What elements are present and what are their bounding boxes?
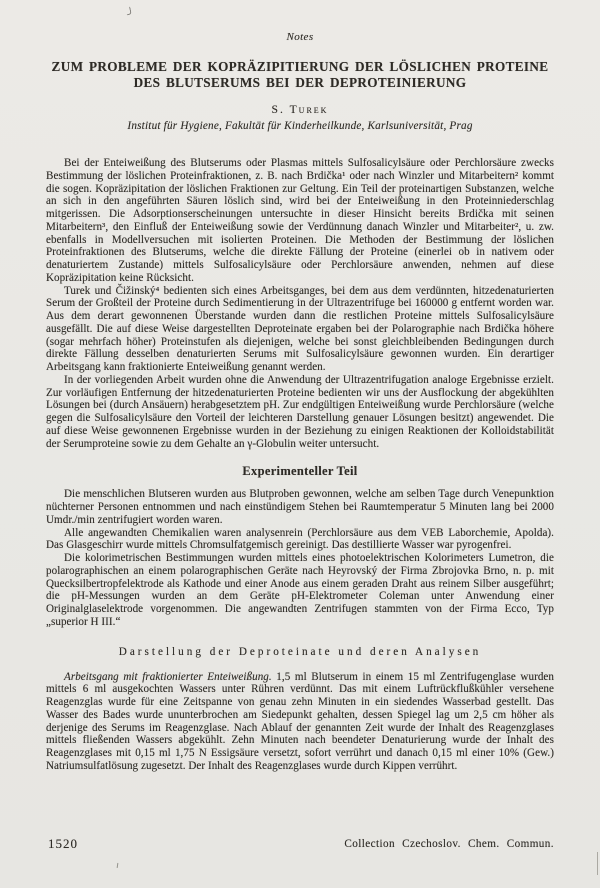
paragraph-intro-3: In der vorliegenden Arbeit wurden ohne die Anwendung der Ultrazentrifugation analoge Ergebnisse erzielt. Zur vorläufigen Entfernung der hitzedenaturierten Proteine bedienten wir uns der Ausflockung der abgekühlten Lösungen bei (durch Ansäuern) herabgesetztem pH. Zur endgültigen Enteiweißung wurde Perchlorsäure (welche gegen die Sulfosalicylsäure den Vorteil der leichteren Darstellung genauer Lösungen besitzt) angewendet. Die auf diese Weise gewonnenen Ergebnisse wurden in der Beziehung zu einigen Reaktionen der Kolloidstabilität der Serumproteine sowie zu dem Gehalte an γ-Globulin weiter untersucht. (46, 373, 554, 450)
page-number: 1520 (48, 836, 78, 851)
article-title-line2: DES BLUTSERUMS BEI DER DEPROTEINIERUNG (133, 74, 467, 90)
paragraph-lead-italic: Arbeitsgang mit fraktionierter Enteiweißung. (64, 670, 272, 683)
ink-speck (125, 7, 132, 16)
scan-edge-scratch (597, 852, 598, 875)
author-name: S. Turek (271, 103, 329, 116)
article-title (46, 59, 554, 90)
running-head: Notes (286, 31, 314, 43)
paragraph-experimental-2: Alle angewandten Chemikalien waren analysenrein (Perchlorsäure aus dem VEB Laborchemie, Apolda). Das Glasgeschirr wurde mittels Chromsulfatgemisch gereinigt. Das destillierte Wasser war pyrogenfrei. (46, 526, 554, 552)
author-affiliation: Institut für Hygiene, Fakultät für Kinderheilkunde, Karlsuniversität, Prag (127, 120, 473, 132)
article-body (46, 157, 554, 773)
subsection-heading-methods: Darstellung der Deproteinate und deren Analysen (118, 645, 482, 658)
page-footer (46, 836, 554, 854)
paragraph-intro-1: Bei der Enteiweißung des Blutserums oder Plasmas mittels Sulfosalicylsäure oder Perchlorsäure zwecks Bestimmung der löslichen Proteinfraktionen, z. B. nach Brdička¹ oder nach Winzler und Mitarbeitern² kommt die sogen. Kopräzipitation der löslichen Fraktionen zur Geltung. Ein Teil der proteinartigen Substanzen, welche an sich in den angeführten Säuren löslich sind, wird bei der Enteiweißung in den Proteinniederschlag mitgerissen. Die Adsorptionserscheinungen untersuchte in dieser Hinsicht bereits Brdička mit seinen Mitarbeitern³, den Einfluß der Enteiweißung sowie der Verdünnung danach Winzler und Mitarbeiter², u. zw. ebenfalls in Modellversuchen mit isolierten Proteinen. Die Methoden der Bestimmung der löslichen Proteinfraktionen des Blutserums, welche die direkte Fällung der Proteine (einerlei ob in nativem oder denaturiertem Zustande) mittels Sulfosalicylsäure oder Perchlorsäure anwenden, nehmen auf diese Kopräzipitation keine Rücksicht. (46, 157, 554, 284)
paragraph-experimental-3: Die kolorimetrischen Bestimmungen wurden mittels eines photoelektrischen Kolorimeters Lumetron, die polarographischen an einem polarographischen Geräte nach Heyrovský der Firma Zbrojovka Brno, n. p. mit Quecksilbertropfelektrode als Kathode und einer Anode aus einem geraden Draht aus reinem Silber ausgeführt; die pH-Messungen wurden an dem Geräte pH-Elektrometer Coleman unter Anwendung einer Originalglaselektrode vorgenommen. Die angewandten Zentrifugen stammten von der Firma Ecco, Typ „superior H III.“ (46, 552, 554, 628)
section-heading-experimental: Experimenteller Teil (242, 464, 358, 479)
paragraph-methods-1 (46, 671, 554, 773)
article-title-line1: ZUM PROBLEME DER KOPRÄZIPITIERUNG DER LÖSLICHEN PROTEINE (51, 59, 549, 74)
paragraph-methods-1-text: 1,5 ml Blutserum in einem 15 ml Zentrifugenglase wurden mittels 6 ml ausgekochten Wassers unter Rühren verdünnt. Das mit einem Luftrückflußkühler versehene Reagenzglas wurde für eine Zeitspanne von genau zehn Minuten in ein siedendes Wasserbad gestellt. Das Wasser des Bades wurde ununterbrochen am Siedepunkt gehalten, dessen Spiegel lag um 2,5 cm höher als derjenige des Serums im Reagenzglase. Nach Ablauf der genannten Zeit wurde der Inhalt des Reagenzglases mittels fließenden Wassers abgekühlt. Zehn Minuten nach beendeter Denaturierung wurde der Inhalt des Reagenzglases mit 0,15 ml 1,75 N Essigsäure versetzt, sofort verrührt und danach 0,15 ml einer 10% (Gew.) Natriumsulfatlösung zugesetzt. Der Inhalt des Reagenzglases wurde durch Kippen verrührt. (46, 670, 555, 772)
paragraph-experimental-1: Die menschlichen Blutseren wurden aus Blutproben gewonnen, welche am selben Tage durch Venepunktion nüchterner Personen entnommen und nach einstündigem Stehen bei Raumtemperatur 5 Minuten lang bei 2000 Umdr./min zentrifugiert worden waren. (46, 488, 554, 526)
ink-speck (117, 863, 119, 868)
journal-reference: Collection Czechoslov. Chem. Commun. (344, 838, 554, 850)
paragraph-intro-2: Turek und Čižinský⁴ bedienten sich eines Arbeitsganges, bei dem aus dem verdünnten, hitzedenaturierten Serum der Großteil der Proteine durch Sedimentierung in der Ultrazentrifuge bei 160000 g entfernt worden war. Aus dem derart gewonnenen Überstande wurden dann die restlichen Proteine mittels Sulfosalicylsäure ausgefällt. Die auf diese Weise dargestellten Deproteinate ergaben bei der Polarographie nach Brdička höhere (sogar mehrfach höher) Proteinstufen als diejenigen, welche bei sonst gleichbleibenden Bedingungen durch direkte Fällung desselben denaturierten Serums mit Sulfosalicylsäure gewonnen wurden. Ein derartiger Arbeitsgang kann fraktionierte Enteiweißung genannt werden. (46, 284, 554, 373)
